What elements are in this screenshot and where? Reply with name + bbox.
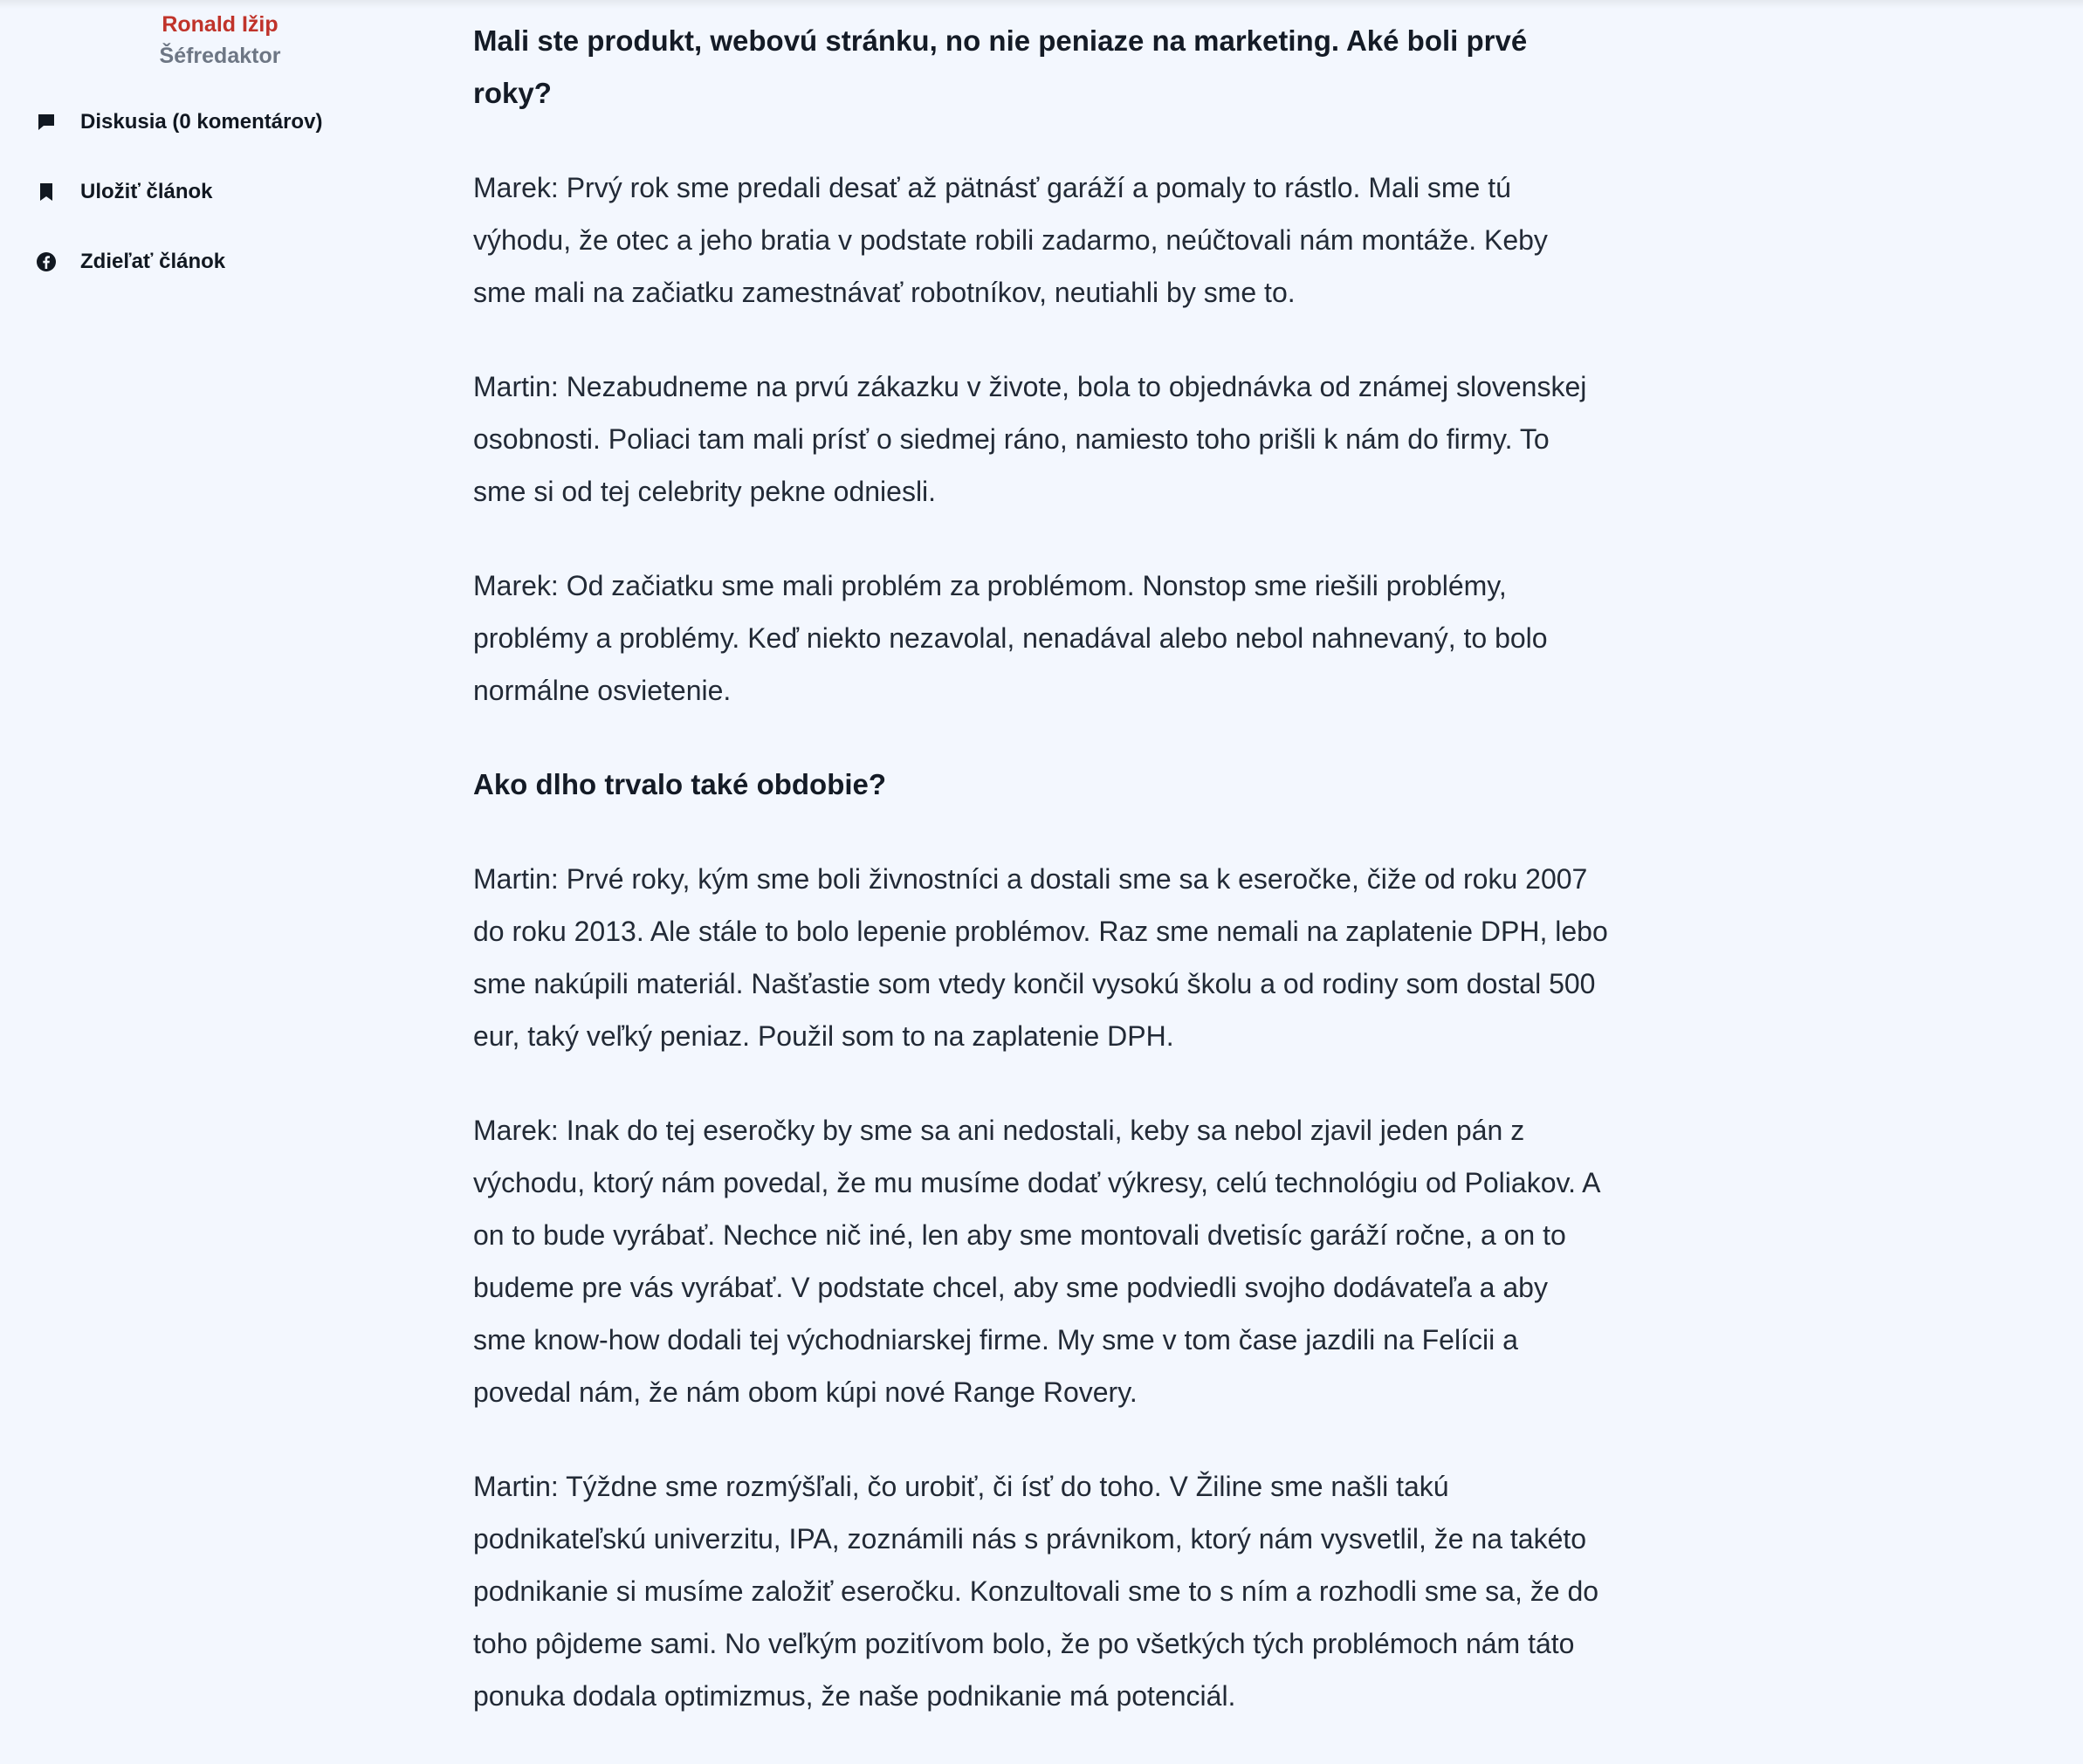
article-body <box>473 15 1608 1764</box>
article-paragraph: Marek: Prvý rok sme predali desať až pätnásť garáží a pomaly to rástlo. Mali sme tú výhodu, že otec a jeho bratia v podstate robili zadarmo, neúčtovali nám montáže. Keby sme mali na začiatku zamestnávať robotníkov, neutiahli by sme to. <box>473 172 1548 308</box>
section-heading: Ako dlho trvalo také obdobie? <box>473 768 887 800</box>
section-heading: Mali ste produkt, webovú stránku, no nie peniaze na marketing. Aké boli prvé roky? <box>473 24 1528 109</box>
author-name[interactable]: Ronald Ižip <box>162 12 278 37</box>
save-article-label: Uložiť článok <box>80 180 213 203</box>
facebook-icon <box>35 251 58 273</box>
bookmark-icon <box>35 181 58 203</box>
article-paragraph: Martin: Týždne sme rozmýšľali, čo urobiť, či ísť do toho. V Žiline sme našli takú podnikateľskú univerzitu, IPA, zoznámili nás s právnikom, ktorý nám vysvetlil, že na takéto podnikanie si musíme založiť eseročku. Konzultovali sme to s ním a rozhodli sme sa, že do toho pôjdeme sami. No veľkým pozitívom bolo, že po všetkých tých problémoch nám táto ponuka dodala optimizmus, že naše podnikanie má potenciál. <box>473 1471 1599 1712</box>
article-paragraph: Marek: Inak do tej eseročky by sme sa ani nedostali, keby sa nebol zjavil jeden pán z východu, ktorý nám povedal, že mu musíme dodať výkresy, celú technológiu od Poliakov. A on to bude vyrábať. Nechce nič iné, len aby sme montovali dvetisíc garáží ročne, a on to budeme pre vás vyrábať. V podstate chcel, aby sme podviedli svojho dodávateľa a aby sme know-how dodali tej východniarskej firme. My sme v tom čase jazdili na Felícii a povedal nám, že nám obom kúpi nové Range Rovery. <box>473 1115 1599 1408</box>
discussion-label: Diskusia (0 komentárov) <box>80 110 323 134</box>
author-role: Šéfredaktor <box>159 44 281 68</box>
top-shadow <box>0 0 2083 9</box>
share-article-button[interactable] <box>35 244 225 279</box>
article-paragraph: Marek: Od začiatku sme mali problém za problémom. Nonstop sme riešili problémy, problémy a problémy. Keď niekto nezavolal, nenadával alebo nebol nahnevaný, to bolo normálne osvietenie. <box>473 570 1548 706</box>
share-article-label: Zdieľať článok <box>80 250 226 273</box>
save-article-button[interactable] <box>35 175 213 209</box>
discussion-button[interactable] <box>35 105 322 140</box>
author-box <box>0 9 440 72</box>
article-paragraph: Martin: Nezabudneme na prvú zákazku v živote, bola to objednávka od známej slovenskej osobnosti. Poliaci tam mali prísť o siedmej ráno, namiesto toho prišli k nám do firmy. To sme si od tej celebrity pekne odniesli. <box>473 371 1587 507</box>
comment-icon <box>35 111 58 134</box>
article-paragraph: Martin: Prvé roky, kým sme boli živnostníci a dostali sme sa k eseročke, čiže od roku 2007 do roku 2013. Ale stále to bolo lepenie problémov. Raz sme nemali na zaplatenie DPH, lebo sme nakúpili materiál. Našťastie som vtedy končil vysokú školu a od rodiny som dostal 500 eur, taký veľký peniaz. Použil som to na zaplatenie DPH. <box>473 863 1608 1052</box>
